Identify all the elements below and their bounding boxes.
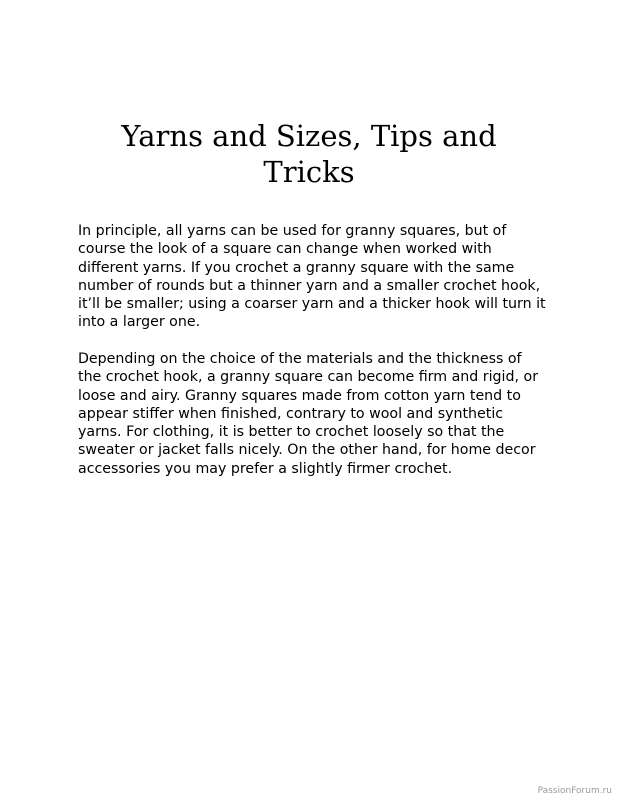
title-line-1: Yarns and Sizes, Tips and xyxy=(121,119,497,153)
title-line-2: Tricks xyxy=(263,155,355,189)
paragraph-yarn-size: In principle, all yarns can be used for granny squares, but of course the look of a square can change when worked with different yarns. If you crochet a granny square with the same number of rounds but a thinner yarn and a smaller crochet hook, it’ll be smaller; using a coarser yarn and a thicker hook will turn it into a larger one. xyxy=(78,223,546,331)
paragraph-materials-thickness: Depending on the choice of the materials and the thickness of the crochet hook, a granny square can become firm and rigid, or loose and airy. Granny squares made from cotton yarn tend to appear stiffer when finished, contrary to wool and synthetic yarns. For clothing, it is better to crochet loosely so that the sweater or jacket falls nicely. On the other hand, for home decor accessories you may prefer a slightly firmer crochet. xyxy=(78,351,539,477)
page-title xyxy=(60,118,558,190)
watermark-text: PassionForum.ru xyxy=(537,786,612,796)
